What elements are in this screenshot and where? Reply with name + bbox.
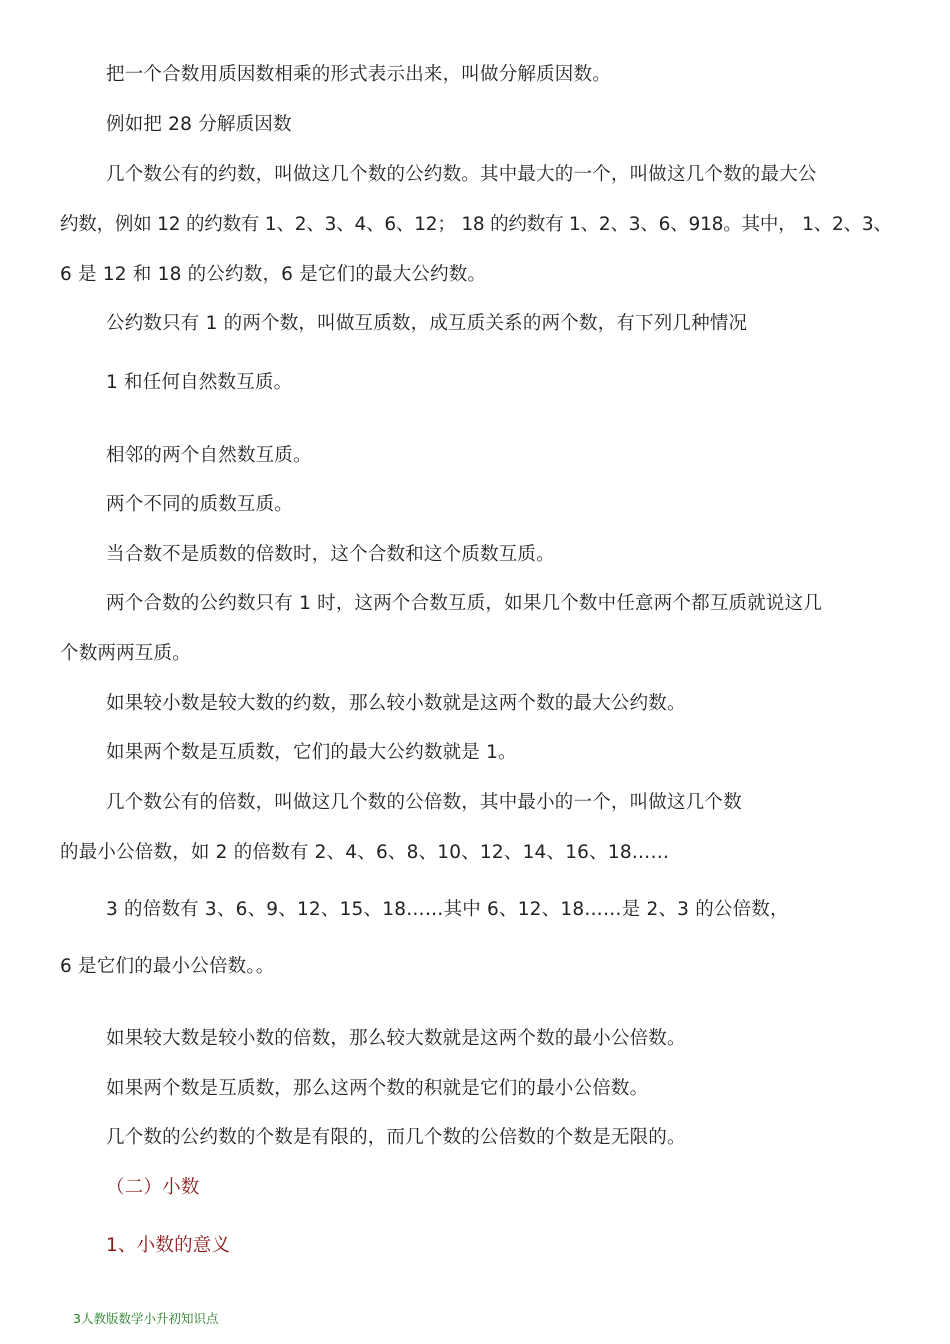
paragraph-line: 1 和任何自然数互质。 xyxy=(106,372,293,393)
paragraph-line: 约数，例如 12 的约数有 1、2、3、4、6、12； 18 的约数有 1、2、3、6、918。其中， 1、2、3、 xyxy=(60,214,892,235)
paragraph-line: 6 是它们的最小公倍数。。 xyxy=(60,956,275,977)
section-heading: （二）小数 xyxy=(106,1177,200,1198)
paragraph-line: 3 的倍数有 3、6、9、12、15、18……其中 6、12、18……是 2、3 的公倍数， xyxy=(106,899,789,920)
page-footer: 3人教版数学小升初知识点 xyxy=(73,1311,219,1326)
paragraph-line: 如果较大数是较小数的倍数，那么较大数就是这两个数的最小公倍数。 xyxy=(106,1028,686,1049)
paragraph-line: 个数两两互质。 xyxy=(60,643,191,664)
paragraph-line: 两个不同的质数互质。 xyxy=(106,494,294,515)
paragraph-line: 相邻的两个自然数互质。 xyxy=(106,445,312,466)
paragraph-line: 两个合数的公约数只有 1 时，这两个合数互质，如果几个数中任意两个都互质就说这几 xyxy=(106,593,823,614)
paragraph-line: 几个数的公约数的个数是有限的，而几个数的公倍数的个数是无限的。 xyxy=(106,1127,686,1148)
paragraph-line: 把一个合数用质因数相乘的形式表示出来，叫做分解质因数。 xyxy=(106,64,611,85)
paragraph-line: 例如把 28 分解质因数 xyxy=(106,114,292,135)
paragraph-line: 的最小公倍数，如 2 的倍数有 2、4、6、8、10、12、14、16、18…… xyxy=(60,842,670,863)
paragraph-line: 6 是 12 和 18 的公约数，6 是它们的最大公约数。 xyxy=(60,264,487,285)
paragraph-line: 几个数公有的约数，叫做这几个数的公约数。其中最大的一个，叫做这几个数的最大公 xyxy=(106,164,817,185)
subsection-heading: 1、小数的意义 xyxy=(106,1235,231,1256)
paragraph-line: 公约数只有 1 的两个数，叫做互质数，成互质关系的两个数，有下列几种情况 xyxy=(106,313,748,334)
paragraph-line: 如果两个数是互质数，那么这两个数的积就是它们的最小公倍数。 xyxy=(106,1078,649,1099)
paragraph-line: 如果较小数是较大数的约数，那么较小数就是这两个数的最大公约数。 xyxy=(106,693,686,714)
paragraph-line: 当合数不是质数的倍数时，这个合数和这个质数互质。 xyxy=(106,544,555,565)
paragraph-line: 如果两个数是互质数，它们的最大公约数就是 1。 xyxy=(106,742,517,763)
paragraph-line: 几个数公有的倍数，叫做这几个数的公倍数，其中最小的一个，叫做这几个数 xyxy=(106,792,742,813)
